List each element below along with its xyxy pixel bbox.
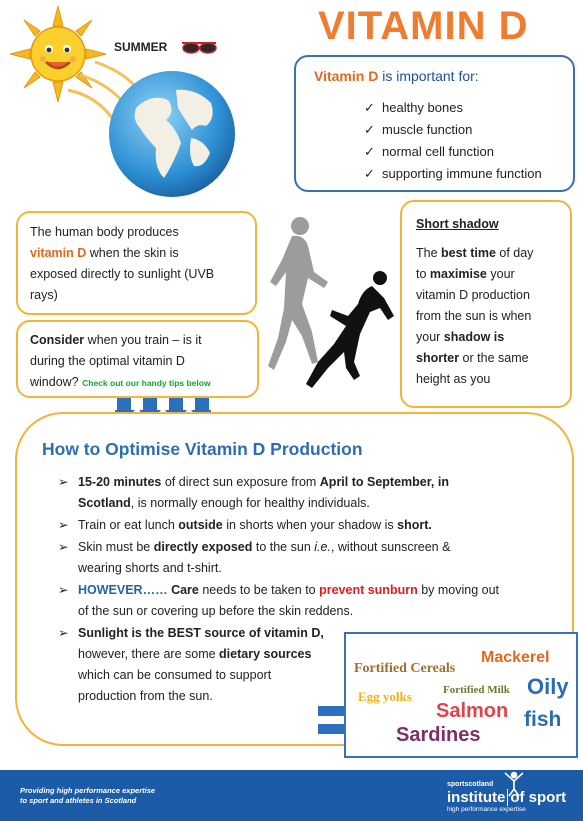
list-item: ✓ normal cell function — [364, 141, 542, 163]
globe-icon — [106, 68, 238, 200]
importance-list — [364, 97, 542, 185]
institute-logo: sportscotland institute of sport high performance expertise — [447, 781, 566, 814]
athlete-logo-icon — [503, 771, 525, 797]
check-icon: ✓ — [364, 144, 375, 159]
food-fortified-milk: Fortified Milk — [443, 684, 510, 696]
page-title: VITAMIN D — [318, 4, 529, 48]
check-icon: ✓ — [364, 166, 375, 181]
runner-shadow-icon — [262, 212, 402, 402]
list-item: ➢ Sunlight is the BEST source of vitamin D, however, there are some dietary sources which can be consumed to support production from the sun. — [58, 623, 563, 707]
footer-tagline: Providing high performance expertise to sport and athletes in Scotland — [20, 786, 156, 805]
food-sardines: Sardines — [396, 724, 481, 746]
list-item: ➢ Skin must be directly exposed to the sun i.e., without sunscreen & wearing shorts and t-shirt. — [58, 537, 563, 579]
food-mackerel: Mackerel — [481, 649, 550, 666]
food-salmon: Salmon — [436, 700, 509, 722]
check-icon: ✓ — [364, 100, 375, 115]
short-shadow-box: Short shadow The best time of day to maximise your vitamin D production from the sun is when your shadow is shorter or the same height as you — [400, 200, 572, 408]
check-icon: ✓ — [364, 122, 375, 137]
arrow-bullet-icon: ➢ — [58, 475, 69, 489]
food-egg-yolks: Egg yolks — [358, 689, 412, 704]
arrow-bullet-icon: ➢ — [58, 518, 69, 532]
list-item: ➢ 15-20 minutes of direct sun exposure from April to September, in Scotland, is normally enough for healthy individuals. — [58, 472, 563, 514]
arrow-bullet-icon: ➢ — [58, 583, 69, 597]
summer-label: SUMMER — [114, 40, 168, 54]
list-item: ✓ muscle function — [364, 119, 542, 141]
list-item: ✓ healthy bones — [364, 97, 542, 119]
food-oily: Oily — [527, 674, 569, 699]
list-item: ➢ HOWEVER…… Care needs to be taken to prevent sunburn by moving out of the sun or covering up before the skin reddens. — [58, 580, 563, 622]
arrow-bullet-icon: ➢ — [58, 626, 69, 640]
importance-heading: Vitamin D is important for: — [314, 68, 479, 84]
tips-link[interactable]: Check out our handy tips below — [82, 378, 211, 388]
list-item: ➢ Train or eat lunch outside in shorts when your shadow is short. — [58, 515, 563, 536]
food-fortified-cereals: Fortified Cereals — [354, 661, 456, 676]
sunglasses-icon — [180, 39, 218, 55]
consider-box: Consider when you train – is it during the optimal vitamin D window? Check out our handy tips below — [16, 320, 259, 398]
food-fish: fish — [524, 708, 562, 731]
food-sources-box — [344, 632, 578, 758]
body-produces-box: The human body produces vitamin D when the skin is exposed directly to sunlight (UVB rays) — [16, 211, 257, 315]
optimise-heading: How to Optimise Vitamin D Production — [42, 439, 363, 459]
list-item: ✓ supporting immune function — [364, 163, 542, 185]
importance-box — [294, 55, 575, 192]
arrow-bullet-icon: ➢ — [58, 540, 69, 554]
